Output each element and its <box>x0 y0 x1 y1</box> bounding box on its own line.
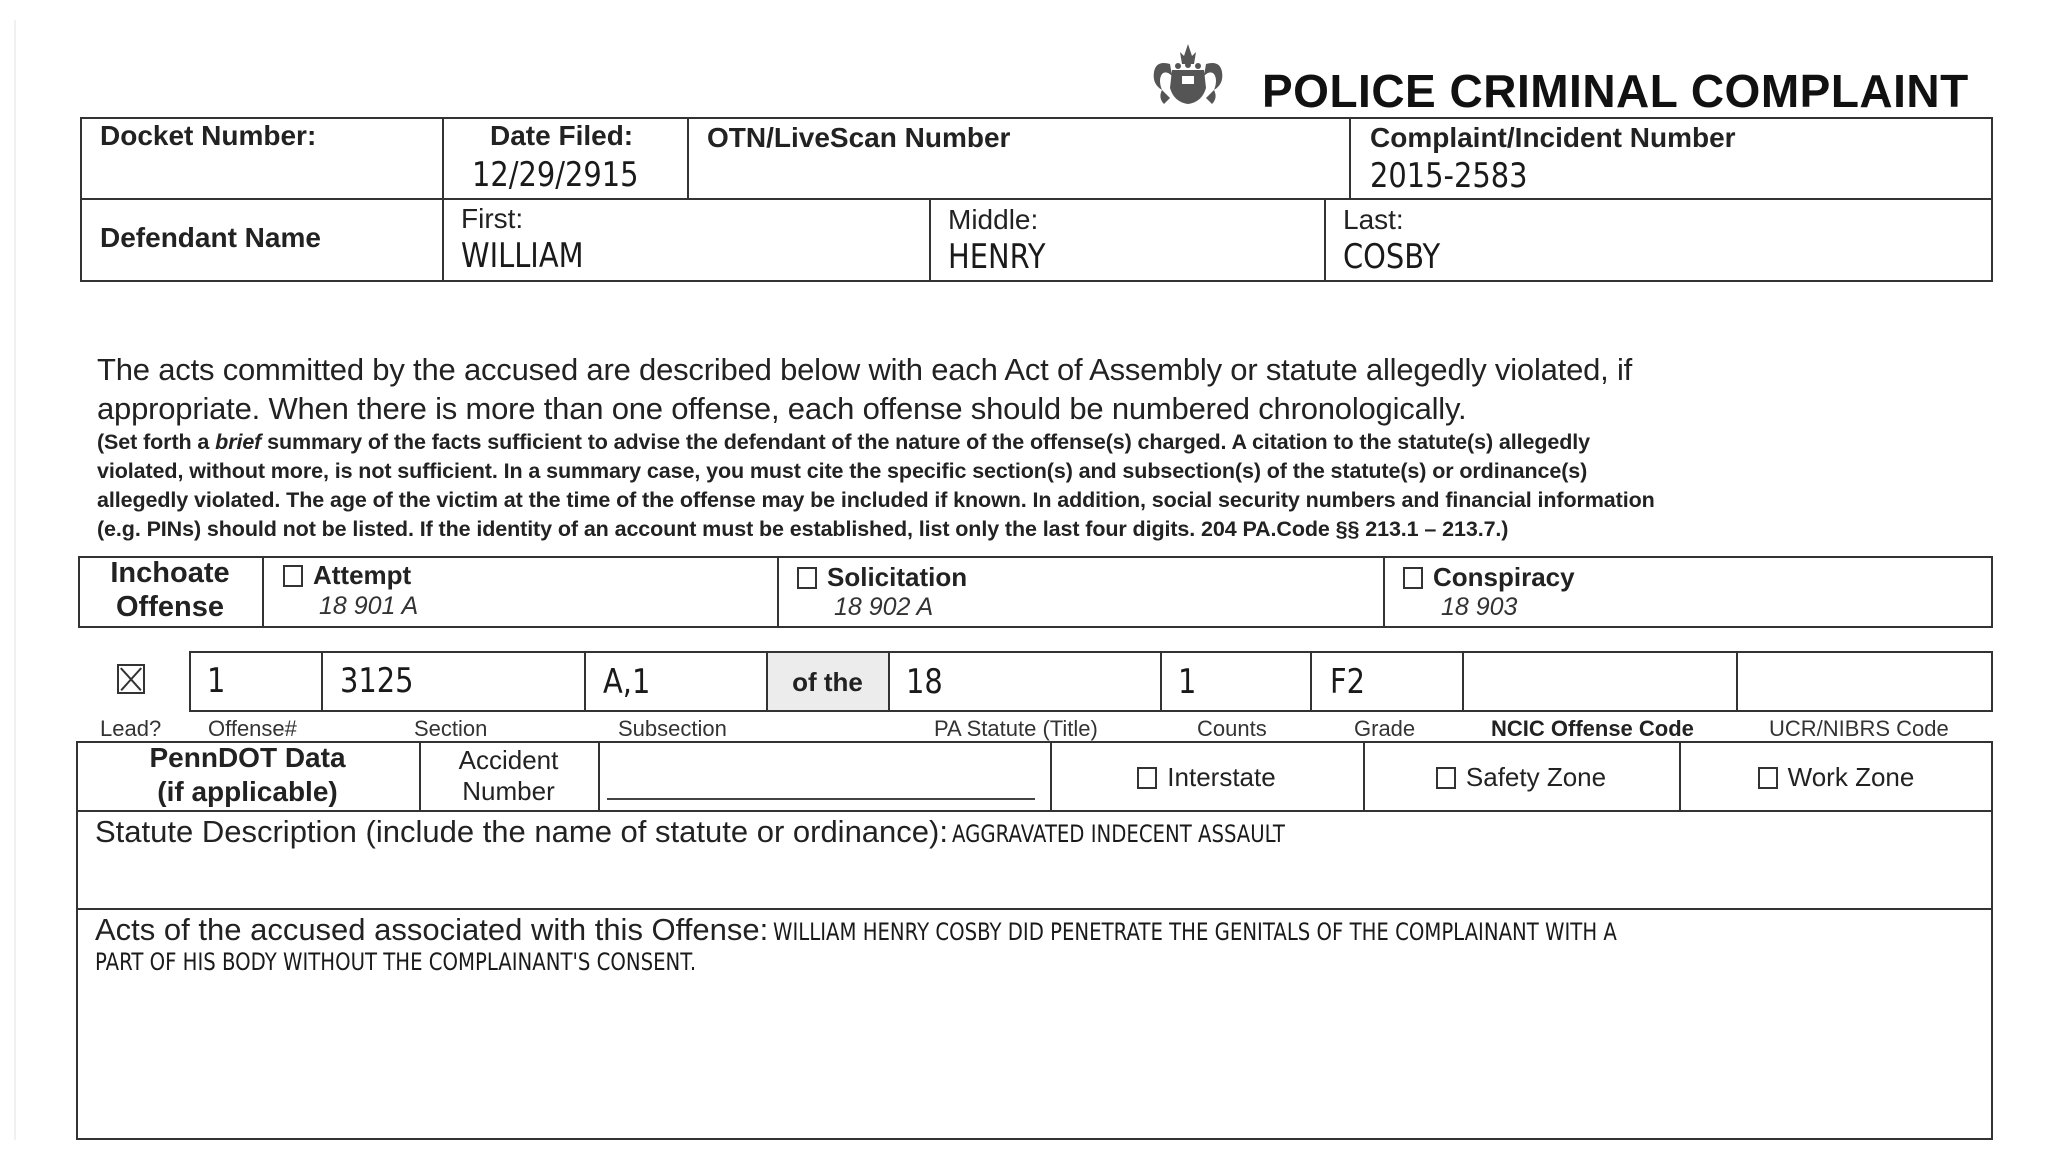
divider <box>929 198 931 282</box>
last-name-field[interactable]: COSBY <box>1343 237 1441 277</box>
instructions-note-line-3: allegedly violated. The age of the victim at the time of the offense may be included if known. In addition, social security numbers and financial information <box>97 488 1655 512</box>
divider <box>1349 117 1351 199</box>
first-name-label: First: <box>461 203 524 234</box>
checkbox-icon <box>797 567 817 589</box>
checkbox-icon <box>1403 567 1423 589</box>
interstate-checkbox[interactable]: Interstate <box>1050 762 1363 793</box>
statute-description-value: AGGRAVATED INDECENT ASSAULT <box>952 820 1286 848</box>
first-name-field[interactable]: WILLIAM <box>461 236 584 276</box>
conspiracy-statute-code: 18 903 <box>1441 593 1518 621</box>
docket-number-label: Docket Number: <box>100 120 317 151</box>
solicitation-statute-code: 18 902 A <box>834 593 934 621</box>
ucr-nibrs-column-label: UCR/NIBRS Code <box>1769 716 1949 741</box>
section-field[interactable]: 3125 <box>340 661 414 701</box>
offense-number-column-label: Offense# <box>208 716 297 741</box>
attempt-statute-code: 18 901 A <box>319 592 419 620</box>
instructions-note-line-4: (e.g. PINs) should not be listed. If the identity of an account must be established, list only the last four digits. 204 PA.Code §§ 213.1 – 213.7.) <box>97 517 1509 541</box>
middle-name-field[interactable]: HENRY <box>948 237 1046 277</box>
penndot-label-line-1: PennDOT Data <box>149 742 346 773</box>
divider <box>1383 556 1385 628</box>
accident-number-label-line-1: Accident <box>458 745 559 775</box>
acts-of-accused-value-line-2: PART OF HIS BODY WITHOUT THE COMPLAINANT'S CONSENT. <box>95 948 697 976</box>
solicitation-checkbox[interactable]: Solicitation <box>797 562 967 593</box>
pennsylvania-seal-icon <box>1148 42 1228 110</box>
divider <box>262 556 264 628</box>
divider <box>598 741 600 811</box>
complaint-incident-label: Complaint/Incident Number <box>1370 122 1736 153</box>
of-the-label: of the <box>792 667 863 697</box>
divider <box>76 908 1993 910</box>
instructions-note-line-2: violated, without more, is not sufficient. In a summary case, you must cite the specific section(s) and subsection(s) of the statute(s) or ordinance(s) <box>97 459 1588 483</box>
lead-checkbox[interactable] <box>117 664 147 696</box>
date-filed-label: Date Filed: <box>490 120 634 151</box>
accident-number-field[interactable] <box>607 770 1035 800</box>
checkbox-icon <box>283 565 303 587</box>
divider <box>777 556 779 628</box>
inchoate-label-line-1: Inchoate <box>110 557 230 589</box>
acts-of-accused-field[interactable] <box>95 912 1802 976</box>
divider <box>1736 651 1738 712</box>
divider <box>80 198 1993 200</box>
offense-table <box>189 651 1993 712</box>
attempt-checkbox[interactable]: Attempt <box>283 560 411 591</box>
checkbox-icon <box>1758 767 1778 789</box>
divider <box>584 651 586 712</box>
work-zone-checkbox[interactable]: Work Zone <box>1679 762 1993 793</box>
section-column-label: Section <box>414 716 488 741</box>
safety-zone-checkbox[interactable]: Safety Zone <box>1363 762 1679 793</box>
date-filed-field[interactable]: 12/29/2915 <box>472 155 639 195</box>
defendant-name-label: Defendant Name <box>100 222 321 253</box>
divider <box>888 651 890 712</box>
lead-column-label: Lead? <box>100 716 162 741</box>
acts-of-accused-label: Acts of the accused associated with this Offense: <box>95 912 769 947</box>
divider <box>1462 651 1464 712</box>
instructions-line-1: The acts committed by the accused are described below with each Act of Assembly or statute allegedly violated, if <box>97 352 1633 387</box>
divider <box>321 651 323 712</box>
checkbox-icon <box>1436 767 1456 789</box>
divider <box>1160 651 1162 712</box>
divider <box>1324 198 1326 282</box>
instructions-line-2: appropriate. When there is more than one offense, each offense should be numbered chronologically. <box>97 391 1467 426</box>
pa-statute-title-field[interactable]: 18 <box>906 662 943 702</box>
complaint-incident-field[interactable]: 2015-2583 <box>1370 156 1528 196</box>
otn-livescan-label: OTN/LiveScan Number <box>707 122 1011 153</box>
grade-column-label: Grade <box>1354 716 1416 741</box>
middle-name-label: Middle: <box>948 204 1039 235</box>
divider <box>76 810 1993 812</box>
subsection-column-label: Subsection <box>618 716 727 741</box>
subsection-field[interactable]: A,1 <box>603 662 651 702</box>
divider <box>1310 651 1312 712</box>
conspiracy-checkbox[interactable]: Conspiracy <box>1403 562 1575 593</box>
divider <box>442 117 444 282</box>
penndot-label-line-2: (if applicable) <box>157 776 338 807</box>
page-edge <box>14 20 16 1140</box>
accident-number-label-line-2: Number <box>462 776 555 806</box>
ncic-column-label: NCIC Offense Code <box>1491 716 1694 741</box>
grade-field[interactable]: F2 <box>1330 662 1366 702</box>
offense-number-field[interactable]: 1 <box>207 661 226 701</box>
instructions-note-line-1: (Set forth a brief summary of the facts sufficient to advise the defendant of the nature of the offense(s) charged. A citation to the statute(s) allegedly <box>97 430 1591 454</box>
counts-field[interactable]: 1 <box>1178 662 1197 702</box>
acts-of-accused-value-line-1: WILLIAM HENRY COSBY DID PENETRATE THE GENITALS OF THE COMPLAINANT WITH A <box>772 918 1617 946</box>
checkbox-icon <box>1137 767 1157 789</box>
statute-description-label: Statute Description (include the name of statute or ordinance): <box>95 814 948 849</box>
last-name-label: Last: <box>1343 204 1404 235</box>
page-title: POLICE CRIMINAL COMPLAINT <box>1262 65 1969 117</box>
inchoate-label-line-2: Offense <box>116 591 224 623</box>
pa-statute-column-label: PA Statute (Title) <box>934 716 1098 741</box>
checked-box-icon <box>117 664 145 694</box>
counts-column-label: Counts <box>1197 716 1267 741</box>
divider <box>687 117 689 199</box>
statute-description-field[interactable] <box>95 814 1358 850</box>
